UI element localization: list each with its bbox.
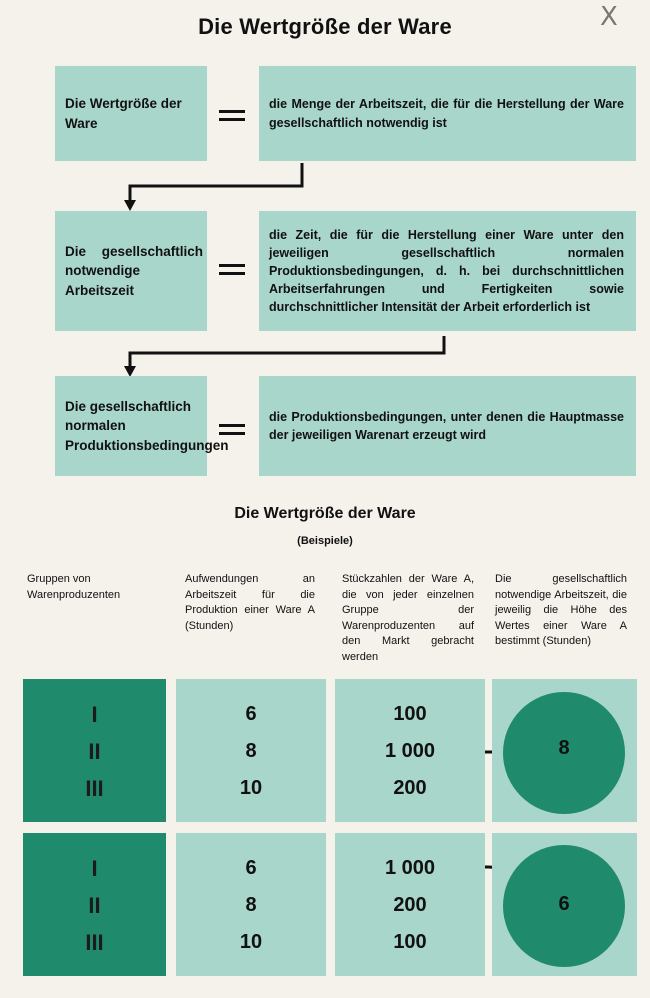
connector-1 — [130, 163, 302, 203]
group-label: III — [85, 776, 104, 801]
hours-block-2 — [176, 833, 326, 976]
equals-sign-2 — [219, 264, 245, 275]
group-label: I — [91, 702, 98, 727]
quantities-block-1 — [335, 679, 485, 822]
column-header-quantities: Stückzahlen der Ware A, die von jeder einzelnen Gruppe der Warenproduzenten auf den Markt gebracht werden — [342, 573, 474, 664]
hours-value: 10 — [239, 777, 263, 799]
definition-text-1: die Menge der Arbeitszeit, die für die Herstellung der Ware gesellschaftlich notwendig ist — [269, 97, 624, 130]
hours-value: 6 — [245, 703, 257, 725]
quantity-value: 200 — [393, 894, 427, 916]
connector-1-arrowhead — [124, 200, 136, 211]
hours-value: 8 — [245, 894, 257, 916]
result-value-1: 8 — [558, 736, 570, 759]
quantity-value: 200 — [393, 777, 427, 799]
term-text-2: Die gesellschaftlich notwendige Arbeitszeit — [65, 243, 203, 298]
result-value-2: 6 — [558, 892, 570, 915]
term-box-3 — [55, 376, 229, 476]
result-circle-2 — [503, 845, 625, 967]
result-circle-1 — [503, 692, 625, 814]
handwritten-x-mark: X — [600, 2, 618, 32]
equals-sign-1 — [219, 110, 245, 121]
column-header-groups: Gruppen von Warenproduzenten — [27, 573, 121, 601]
term-box-2 — [55, 211, 207, 331]
group-label: II — [88, 739, 101, 764]
equals-sign-3 — [219, 424, 245, 435]
definition-text-2: die Zeit, die für die Herstellung einer Ware unter den jeweiligen gesellschaftlich normalen Produktionsbedingungen, d. h. bei durchschnittlichen Arbeitserfahrungen und Fertigkeiten sowie durchschnittlicher Intensität der Arbeit erforderlich ist — [269, 227, 624, 315]
term-box-1 — [55, 66, 207, 161]
hours-value: 6 — [245, 857, 257, 879]
groups-block-1 — [23, 679, 166, 822]
quantity-value: 1 000 — [384, 740, 436, 762]
group-label: III — [85, 930, 104, 955]
hours-value: 8 — [245, 740, 257, 762]
definition-box-2 — [259, 211, 636, 331]
definition-box-3 — [259, 376, 636, 476]
definition-box-1 — [259, 66, 636, 161]
hours-value: 10 — [239, 931, 263, 953]
quantity-value: 100 — [393, 931, 427, 953]
page-title: Die Wertgröße der Ware — [198, 14, 452, 39]
quantity-value: 1 000 — [384, 857, 436, 879]
hours-block-1 — [176, 679, 326, 822]
connector-2 — [130, 336, 444, 368]
definition-text-3: die Produktionsbedingungen, unter denen die Hauptmasse der jeweiligen Warenart erzeugt wird — [269, 409, 624, 442]
group-label: I — [91, 856, 98, 881]
quantities-block-2 — [335, 833, 485, 976]
column-header-hours: Aufwendungen an Arbeitszeit für die Produktion einer Ware A (Stunden) — [185, 573, 315, 632]
groups-block-2 — [23, 833, 166, 976]
term-text-3: Die gesellschaftlich normalen Produktionsbedingungen — [65, 398, 229, 453]
column-header-result: Die gesellschaftlich notwendige Arbeitszeit, die jeweilig die Höhe des Wertes einer Ware A bestimmt (Stunden) — [495, 573, 627, 648]
group-label: II — [88, 893, 101, 918]
example-title: Die Wertgröße der Ware — [234, 505, 416, 522]
example-subtitle: (Beispiele) — [297, 535, 353, 547]
term-text-1: Die Wertgröße der Ware — [65, 95, 182, 131]
quantity-value: 100 — [393, 703, 427, 725]
